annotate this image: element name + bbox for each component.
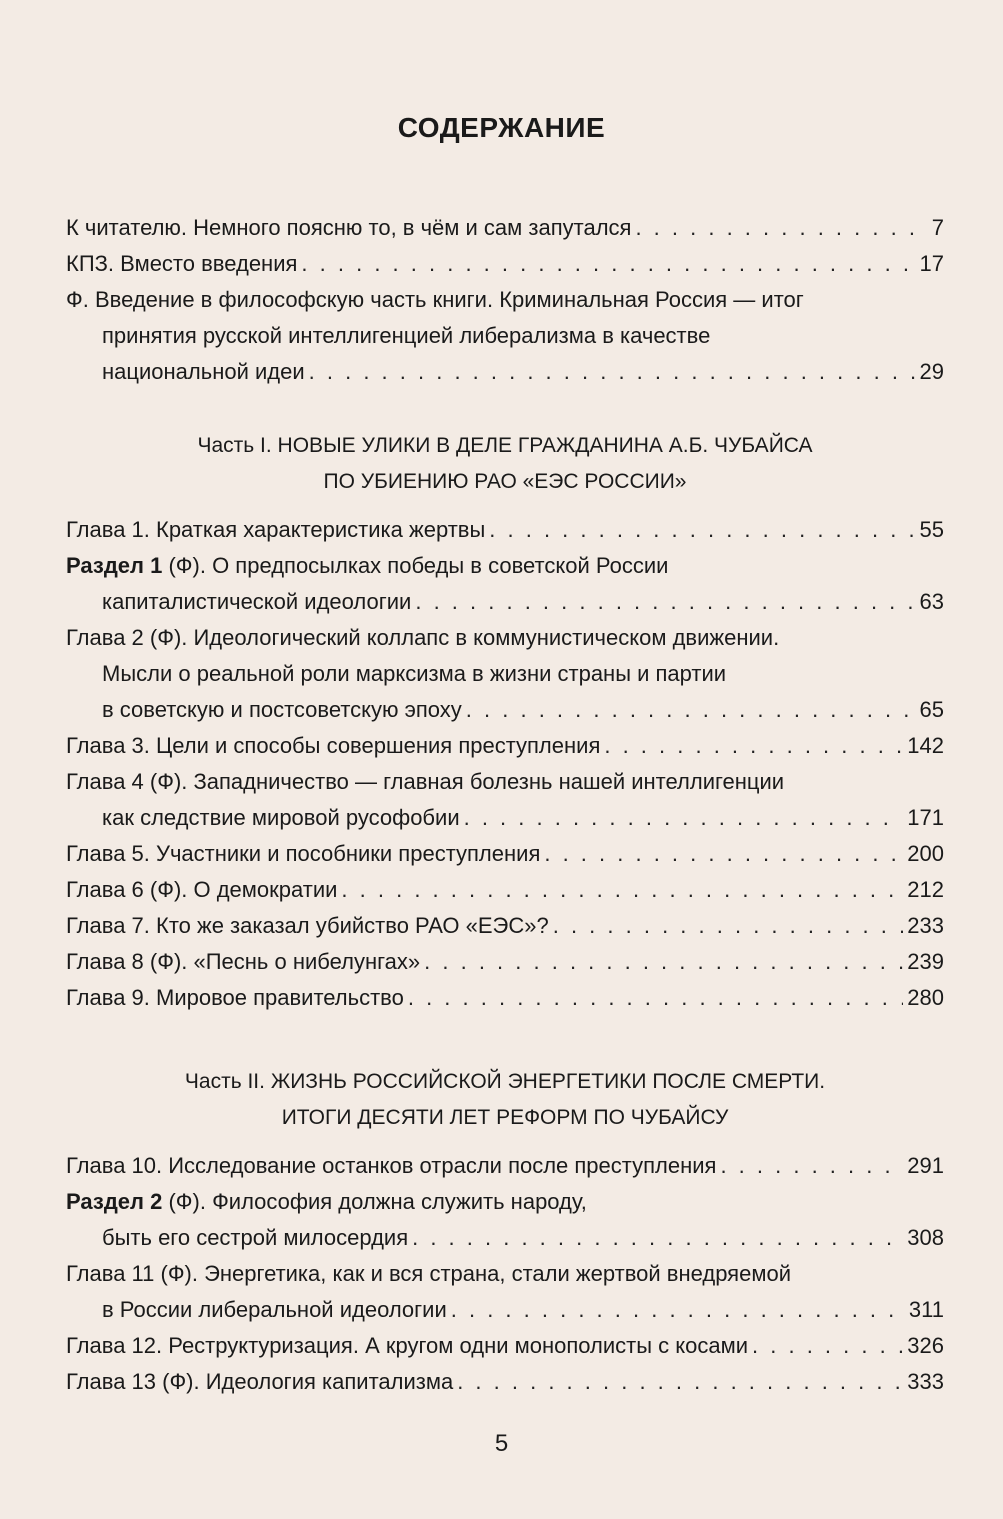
toc-entry-text: Глава 12. Реструктуризация. А кругом одни монополисты с косами bbox=[66, 1333, 749, 1358]
toc-entry-text: Глава 10. Исследование останков отрасли после преступления bbox=[66, 1153, 717, 1178]
toc-entry-line bbox=[66, 692, 944, 728]
toc-entry bbox=[66, 620, 944, 728]
toc-part2 bbox=[66, 1064, 944, 1400]
toc-entry bbox=[66, 1184, 944, 1256]
toc-entry-text: в советскую и постсоветскую эпоху bbox=[102, 697, 462, 722]
toc-entry-line bbox=[66, 1292, 944, 1328]
toc-entry-text: как следствие мировой русофобии bbox=[102, 805, 460, 830]
page-title: СОДЕРЖАНИЕ bbox=[397, 112, 606, 143]
toc-entry-text: Глава 13 (Ф). Идеология капитализма bbox=[66, 1369, 454, 1394]
toc-page-number: 212 bbox=[907, 877, 944, 902]
toc-entry-line bbox=[66, 836, 944, 872]
toc-entry-line bbox=[66, 872, 944, 908]
dot-leader bbox=[464, 800, 904, 836]
toc-entry bbox=[66, 764, 944, 836]
toc-entry bbox=[66, 282, 944, 390]
toc-entry-line bbox=[66, 800, 944, 836]
toc-entry-text: быть его сестрой милосердия bbox=[102, 1225, 409, 1250]
dot-leader bbox=[341, 872, 903, 908]
dot-leader bbox=[720, 1148, 903, 1184]
toc-entry bbox=[66, 1328, 944, 1364]
toc-page-number: 233 bbox=[907, 913, 944, 938]
toc-entry-line bbox=[66, 620, 944, 656]
toc-entry-text: КПЗ. Вместо введения bbox=[66, 251, 298, 276]
part-heading-line: Часть I. НОВЫЕ УЛИКИ В ДЕЛЕ ГРАЖДАНИНА А.Б. ЧУБАЙСА bbox=[197, 434, 813, 457]
toc-entry-text: Ф. Введение в философскую часть книги. Криминальная Россия — итог bbox=[66, 287, 804, 312]
toc-page-number: 200 bbox=[907, 841, 944, 866]
toc-page-number: 142 bbox=[907, 733, 944, 758]
toc-entry-text: в России либеральной идеологии bbox=[102, 1297, 447, 1322]
toc-entry-text: Глава 3. Цели и способы совершения преступления bbox=[66, 733, 601, 758]
toc-entry bbox=[66, 1364, 944, 1400]
toc-page-number: 308 bbox=[907, 1225, 944, 1250]
toc-entry-text: Глава 4 (Ф). Западничество — главная болезнь нашей интеллигенции bbox=[66, 769, 785, 794]
toc-entry bbox=[66, 728, 944, 764]
dot-leader bbox=[408, 980, 903, 1016]
toc-page-number: 326 bbox=[907, 1333, 944, 1358]
toc-entry-text: Глава 1. Краткая характеристика жертвы bbox=[66, 517, 486, 542]
toc-part1 bbox=[66, 428, 944, 1016]
toc-entry-text: Глава 9. Мировое правительство bbox=[66, 985, 404, 1010]
toc-entry-line bbox=[66, 980, 944, 1016]
toc-entry-line bbox=[66, 210, 944, 246]
dot-leader bbox=[466, 692, 916, 728]
toc-intro bbox=[66, 210, 944, 390]
dot-leader bbox=[424, 944, 903, 980]
dot-leader bbox=[451, 1292, 905, 1328]
toc-entry-line bbox=[66, 246, 944, 282]
toc-page-number: 311 bbox=[908, 1297, 944, 1322]
toc-entry bbox=[66, 944, 944, 980]
toc-entry-line bbox=[66, 1256, 944, 1292]
toc-page-number: 55 bbox=[919, 517, 944, 542]
part-heading bbox=[66, 428, 944, 500]
dot-leader bbox=[635, 210, 920, 246]
dot-leader bbox=[415, 584, 915, 620]
toc-entry-line bbox=[66, 584, 944, 620]
toc-entry-line bbox=[66, 908, 944, 944]
toc-page-number: 63 bbox=[919, 589, 944, 614]
part-heading-line: ПО УБИЕНИЮ РАО «ЕЭС РОССИИ» bbox=[323, 470, 687, 493]
toc-entry-line bbox=[66, 1328, 944, 1364]
toc-entry-line bbox=[66, 656, 944, 692]
toc-entry-text: национальной идеи bbox=[102, 359, 305, 384]
toc-entry-line bbox=[66, 1148, 944, 1184]
part-heading-line: ИТОГИ ДЕСЯТИ ЛЕТ РЕФОРМ ПО ЧУБАЙСУ bbox=[281, 1106, 729, 1129]
toc-entry bbox=[66, 1256, 944, 1328]
dot-leader bbox=[553, 908, 904, 944]
toc-entry-line bbox=[66, 1220, 944, 1256]
dot-leader bbox=[489, 512, 915, 548]
dot-leader bbox=[544, 836, 903, 872]
dot-leader bbox=[457, 1364, 903, 1400]
section-label: Раздел 2 bbox=[66, 1189, 163, 1214]
toc-entry bbox=[66, 512, 944, 548]
toc-entry-text: (Ф). О предпосылках победы в советской России bbox=[162, 553, 669, 578]
toc-page-number: 7 bbox=[931, 215, 944, 240]
toc-entry bbox=[66, 1148, 944, 1184]
toc-entry-text: капиталистической идеологии bbox=[102, 589, 412, 614]
toc-page-number: 65 bbox=[919, 697, 944, 722]
toc-page-number: 333 bbox=[907, 1369, 944, 1394]
toc-entry-text: (Ф). Философия должна служить народу, bbox=[162, 1189, 587, 1214]
dot-leader bbox=[309, 354, 916, 390]
toc-entry-text: Глава 8 (Ф). «Песнь о нибелунгах» bbox=[66, 949, 421, 974]
toc-entry-text: Глава 7. Кто же заказал убийство РАО «ЕЭС»? bbox=[66, 913, 549, 938]
toc-entry-text: Глава 5. Участники и пособники преступления bbox=[66, 841, 541, 866]
toc-entry-line bbox=[66, 728, 944, 764]
dot-leader bbox=[301, 246, 915, 282]
toc-page-number: 280 bbox=[907, 985, 944, 1010]
toc-entry bbox=[66, 548, 944, 620]
toc-entry bbox=[66, 836, 944, 872]
toc-entry-line bbox=[66, 1364, 944, 1400]
toc-entry bbox=[66, 246, 944, 282]
toc-entry-line bbox=[66, 764, 944, 800]
toc-entry-text: принятия русской интеллигенцией либерализма в качестве bbox=[102, 323, 711, 348]
toc-entry-line bbox=[66, 512, 944, 548]
toc-entry-line bbox=[66, 548, 944, 584]
toc-entry bbox=[66, 872, 944, 908]
part-heading bbox=[66, 1064, 944, 1136]
dot-leader bbox=[412, 1220, 903, 1256]
toc-entry-text: К читателю. Немного поясню то, в чём и сам запутался bbox=[66, 215, 632, 240]
section-label: Раздел 1 bbox=[66, 553, 163, 578]
toc-page-number: 171 bbox=[907, 805, 944, 830]
dot-leader bbox=[752, 1328, 903, 1364]
toc-entry-text: Глава 11 (Ф). Энергетика, как и вся страна, стали жертвой внедряемой bbox=[66, 1261, 791, 1286]
part-heading-line: Часть II. ЖИЗНЬ РОССИЙСКОЙ ЭНЕРГЕТИКИ ПОСЛЕ СМЕРТИ. bbox=[184, 1070, 826, 1093]
toc-entry-text: Глава 6 (Ф). О демократии bbox=[66, 877, 338, 902]
toc-entry bbox=[66, 980, 944, 1016]
toc-entry-text: Мысли о реальной роли марксизма в жизни страны и партии bbox=[102, 661, 727, 686]
toc-entry-line bbox=[66, 354, 944, 390]
toc-page-number: 239 bbox=[907, 949, 944, 974]
toc-entry-line bbox=[66, 1184, 944, 1220]
toc-entry-line bbox=[66, 282, 944, 318]
toc-page-number: 291 bbox=[907, 1153, 944, 1178]
toc-entry-line bbox=[66, 944, 944, 980]
dot-leader bbox=[604, 728, 903, 764]
toc-page-number: 17 bbox=[919, 251, 944, 276]
toc-entry bbox=[66, 210, 944, 246]
toc-entry-line bbox=[66, 318, 944, 354]
toc-entry-text: Глава 2 (Ф). Идеологический коллапс в коммунистическом движении. bbox=[66, 625, 780, 650]
page-number: 5 bbox=[494, 1430, 509, 1457]
toc-entry bbox=[66, 908, 944, 944]
toc-page-number: 29 bbox=[919, 359, 944, 384]
